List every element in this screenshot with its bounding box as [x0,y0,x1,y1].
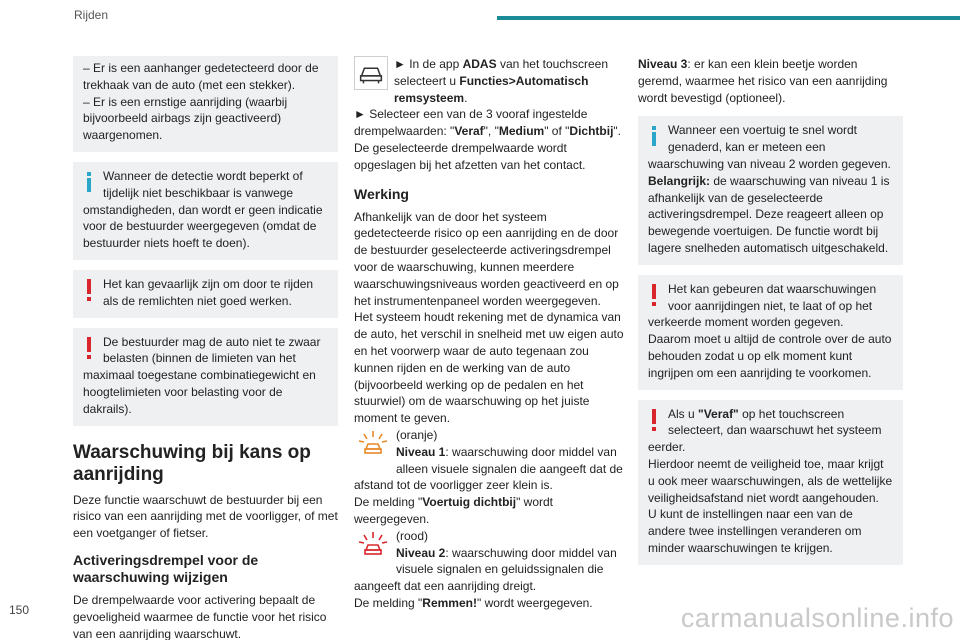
subsection-text: De drempelwaarde voor activering bepaalt de gevoeligheid waarmee de functie voor het risico van een aanrijding waarschuwt. [73,592,327,640]
column-3 [638,56,903,575]
important-label: Belangrijk: [648,173,711,188]
condition-item: – Er is een ernstige aanrijding (waarbij bijvoorbeeld airbags zijn geactiveerd) waargenomen. [83,94,288,143]
warning-note-text: U kunt de instellingen naar een van de andere twee instellingen veranderen om minder waarschuwingen te krijgen. [648,507,862,555]
warning-note [638,275,903,390]
warning-note [73,270,338,318]
warning-icon [83,334,97,362]
step-text: ", " [483,124,499,139]
step-text: ► Selecteer een van de 3 vooraf ingestelde drempelwaarden: " [354,107,588,139]
warning-note [638,400,903,565]
info-icon [648,122,662,150]
info-note-important [648,173,893,257]
menu-path: Functies>Automatisch remsysteem [394,73,589,105]
level-3-desc: : er kan een klein beetje worden geremd, waarmee het risico van een aanrijding wordt bevestigd (optioneel). [638,57,888,105]
level-2-label: Niveau 2 [396,545,446,560]
step-text: ". [613,124,621,139]
level-1-message [354,494,624,528]
info-icon [83,168,97,196]
collision-alert-orange-icon [354,427,392,461]
message-name: Remmen! [422,595,477,610]
section-title: Rijden [74,8,109,22]
watermark: carmanualsonline.info [680,603,954,633]
info-note [638,116,903,264]
step-text: van het touchscreen selecteert u [394,57,609,88]
warning-note-text: Als u [668,406,699,421]
message-text: " wordt weergegeven. [354,495,554,526]
level-1-color: (oranje) [396,427,438,442]
step-threshold [354,106,624,140]
option-medium: Medium [498,124,545,139]
message-name: Voertuig dichtbij [422,495,517,510]
level-3-label: Niveau 3 [638,57,688,71]
info-note-text: Wanneer de detectie wordt beperkt of tijdelijk niet beschikbaar is vanwege omstandigheden, dan wordt er geen indicatie voor de bestuurder weergegeven (omdat de bestuurder niets hoeft te doen). [83,168,323,251]
info-note-text: Wanneer een voertuig te snel wordt genaderd, kan er meteen een waarschuwing van niveau 2 worden gegeven. [648,123,891,171]
condition-item: – Er is een aanhanger gedetecteerd door de trekhaak van de auto (met een stekker). [83,61,319,92]
warning-note-text: Hierdoor neemt de veiligheid toe, maar krijgt u ook meer waarschuwingen, als de wettelijke veiligheidsafstand niet wordt aangehouden. [648,456,893,505]
level-1-label: Niveau 1 [396,444,446,459]
page-number: 150 [9,603,30,617]
header-accent-bar [497,16,960,20]
car-front-icon [354,56,388,90]
message-text: De melding " [354,495,423,510]
warning-note-text: op het touchscreen selecteert, dan waarschuwt het systeem eerder. [648,406,882,455]
info-note-text: de waarschuwing van niveau 1 is afhankelijk van de geselecteerde activeringsdrempel. Deze reageert alleen op bewegende voertuigen. De functie wordt bij lagere snelheden automatisch uitgeschakeld. [648,173,890,255]
section-text: Deze functie waarschuwt de bestuurder bij een risico van een aanrijding met de voorligger, of met een voetganger of fietser. [73,492,338,541]
column-2 [354,56,624,612]
werking-heading: Werking [354,185,409,202]
warning-note-text: Het kan gebeuren dat waarschuwingen voor aanrijdingen niet, te laat of op het verkeerde moment worden gegeven. [648,281,877,330]
level-2-text: : waarschuwing door middel van visuele signalen en geluidssignalen die aangeeft dat een aanrijding dreigt. [354,545,617,594]
step-adas [354,56,624,106]
warning-note-text: De bestuurder mag de auto niet te zwaar belasten (binnen de limieten van het maximaal toegestane combinatiegewicht en hoogtelimieten voor belasting voor de dakrails). [83,334,321,416]
werking-text: Afhankelijk van de door het systeem gedetecteerde risico op een aanrijding en de door de bestuurder geselecteerde activeringsdrempel voor de waarschuwing, kunnen meerdere waarschuwingsniveaus worden geactiveerd en op het instrumentenpaneel worden weergegeven. [354,209,619,308]
collision-alert-red-icon [354,528,392,562]
warning-note [73,328,338,426]
warning-icon [648,406,662,434]
level-1-block [354,427,624,528]
level-2-color: (rood) [396,528,429,543]
condition-list-box [73,56,338,152]
level-1-text: : waarschuwing door middel van alleen visuele signalen die aangeeft dat de afstand tot de voorligger zeer klein is. [354,444,623,493]
level-2-block [354,528,624,612]
section-heading: Waarschuwing bij kans op aanrijding [73,441,311,485]
column-1 [73,56,338,640]
step-note: De geselecteerde drempelwaarde wordt opgeslagen bij het afzetten van het contact. [354,140,586,172]
option-far: "Veraf" [698,406,739,421]
warning-note-text: Het kan gevaarlijk zijn om door te rijden als de remlichten niet goed werken. [103,276,314,308]
app-name: ADAS [462,57,497,71]
option-close: Dichtbij [569,124,614,139]
step-text: " of " [544,124,570,139]
level-2-message [354,595,624,612]
option-far: Veraf [454,124,484,139]
step-text: . [464,90,468,105]
step-text: ► In de app [394,57,463,71]
level-3-text [638,56,903,106]
info-note [73,162,338,260]
warning-icon [648,281,662,309]
subsection-heading: Activeringsdrempel voor de waarschuwing wijzigen [73,551,259,585]
warning-icon [83,276,97,304]
warning-note-text: Daarom moet u altijd de controle over de auto behouden zodat u op elk moment kunt ingrijpen om een aanrijding te voorkomen. [648,332,892,380]
message-text: " wordt weergegeven. [476,595,593,610]
werking-text-2: Het systeem houdt rekening met de dynamica van de auto, het verschil in snelheid met uw eigen auto en het voorwerp waar de auto tegenaan zou kunnen rijden en de werking van de auto (bijvoorbeeld werking op de pedalen en het stuurwiel) om de waarschuwing op het juiste moment te geven. [354,310,624,426]
message-text: De melding " [354,595,423,610]
